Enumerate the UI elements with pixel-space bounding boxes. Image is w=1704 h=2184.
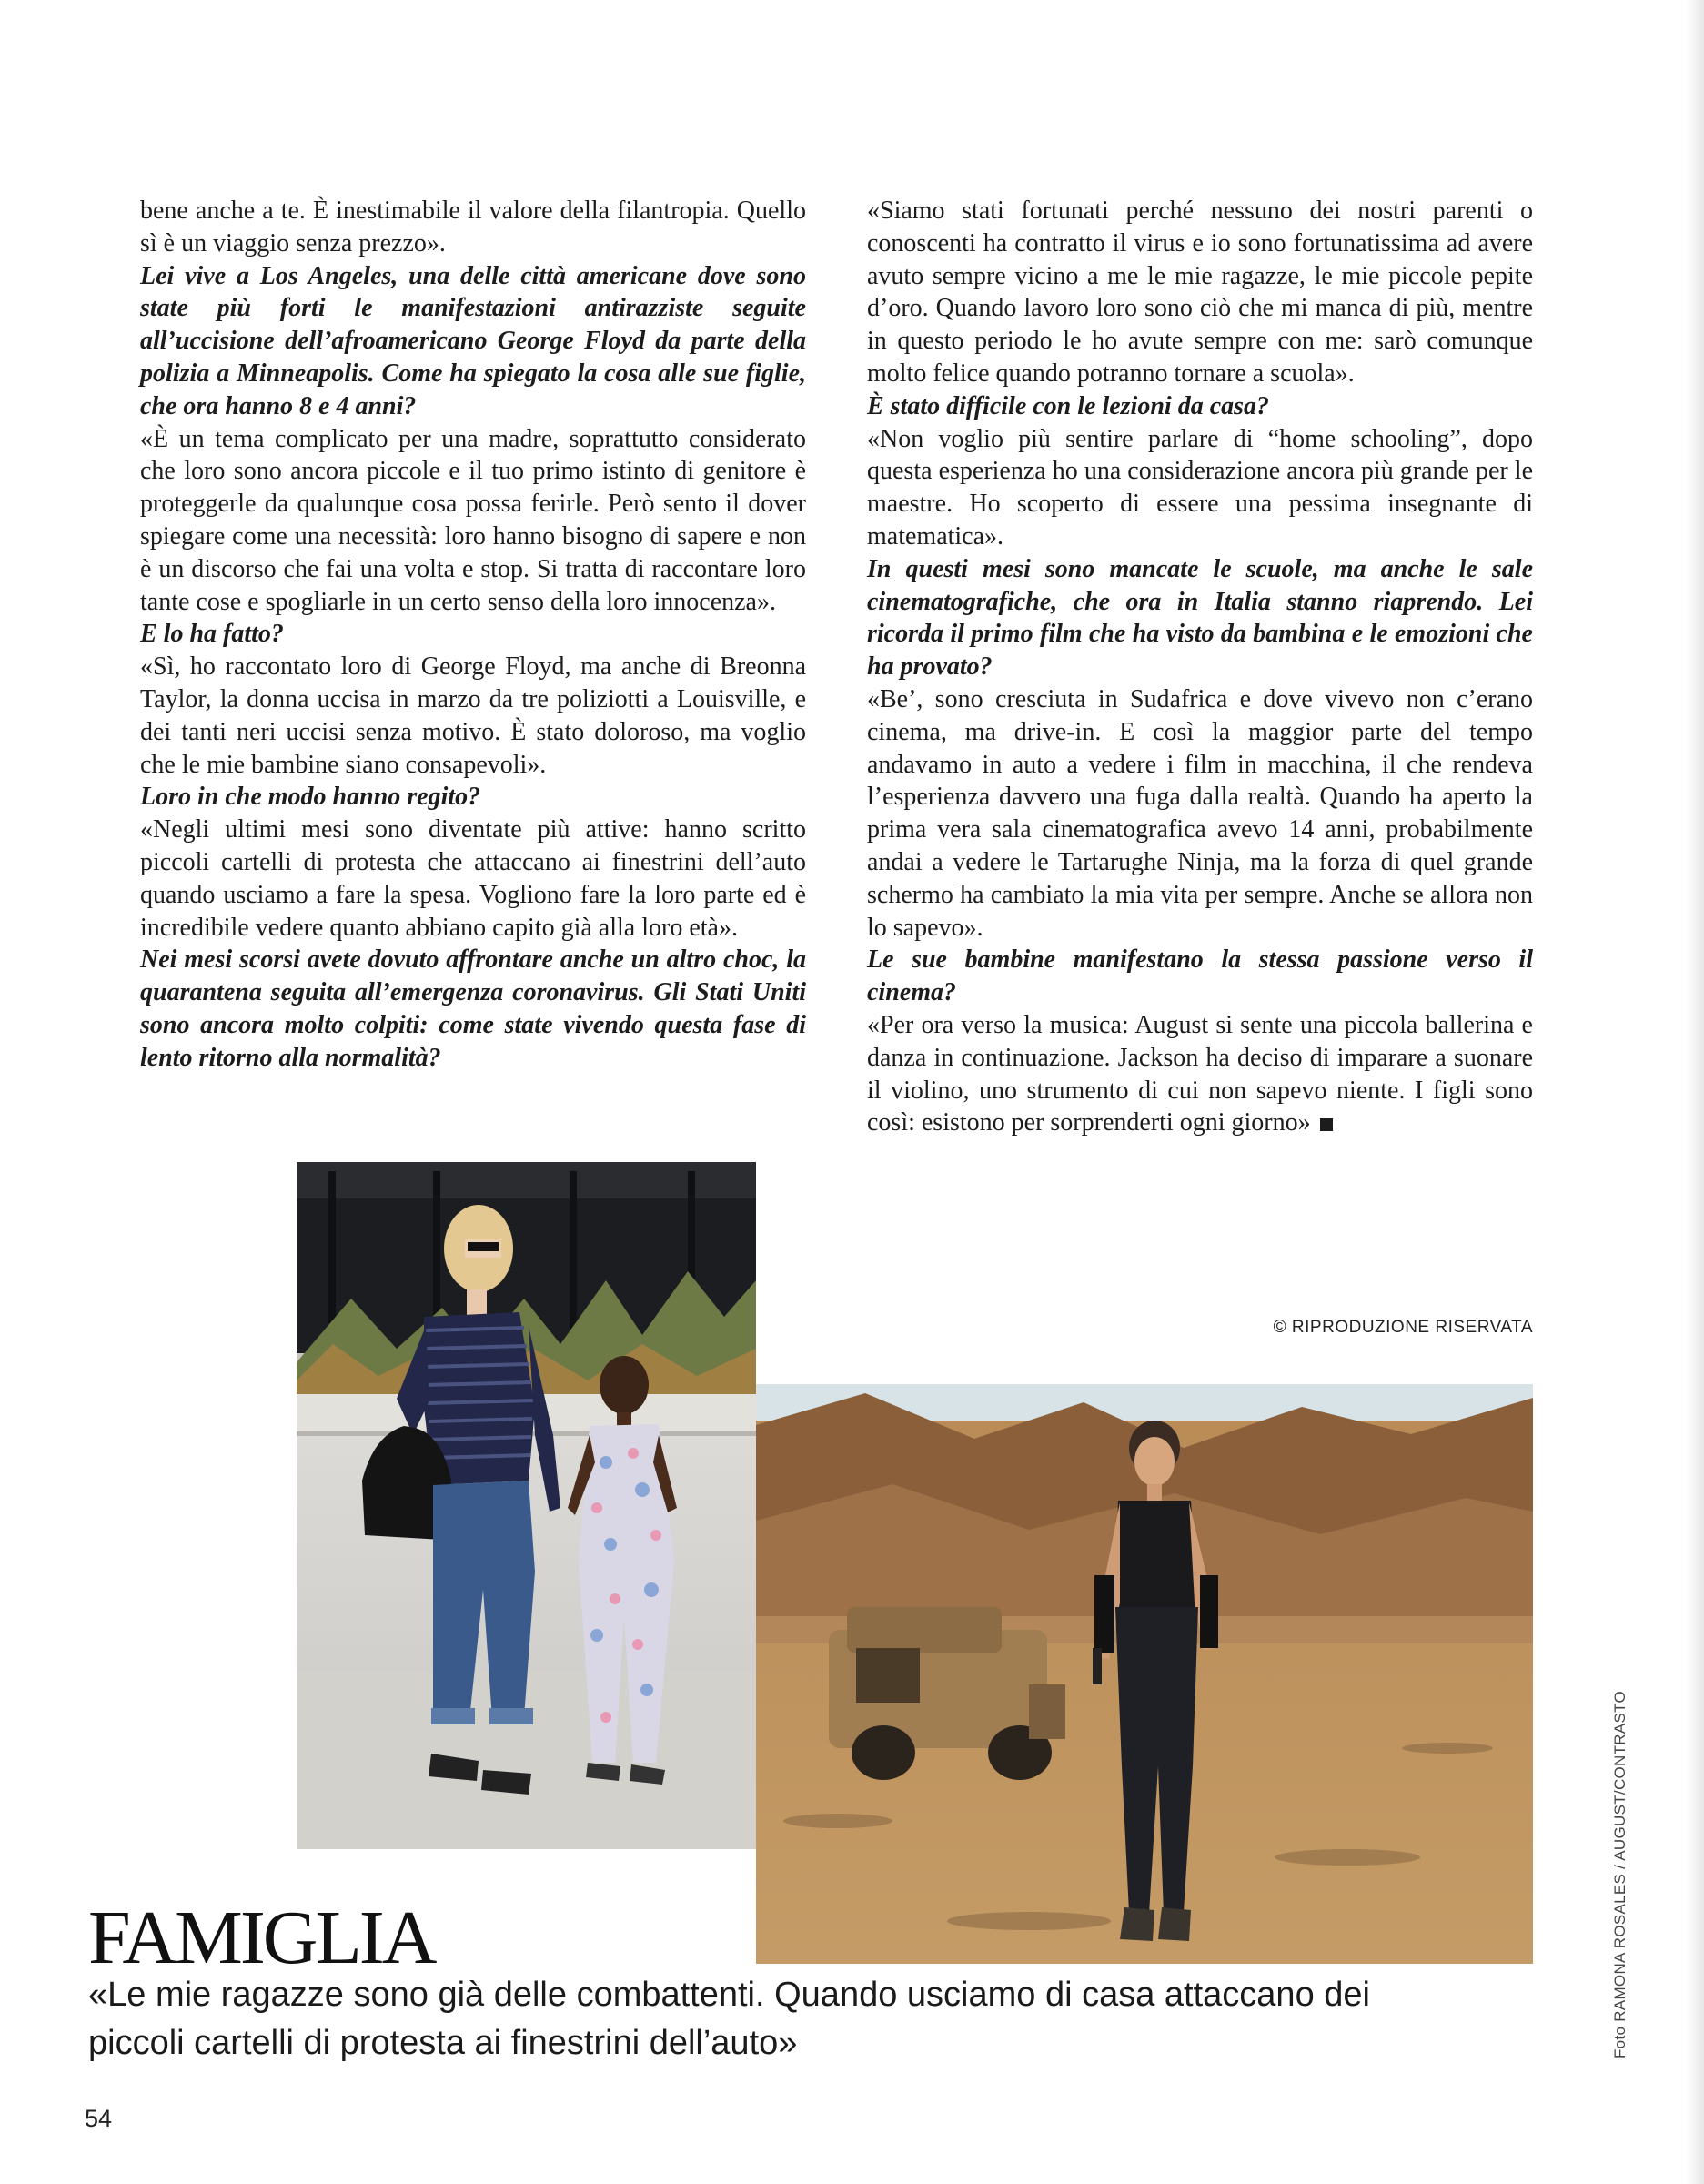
paragraph-text: È stato difficile con le lezioni da casa? — [867, 391, 1270, 420]
interview-question — [140, 944, 806, 1074]
page-edge-shadow — [1686, 0, 1704, 2184]
interview-question — [867, 944, 1533, 1009]
paragraph-text: Lei vive a Los Angeles, una delle città americane dove sono state più forti le manifestazioni antirazziste seguite all’uccisione dell’afroamericano George Floyd da parte della polizia a Minneapolis. Come ha spiegato la cosa alle sue figlie, che ora hanno 8 e 4 anni? — [140, 261, 806, 420]
interview-answer — [867, 1009, 1533, 1139]
paragraph-text: Loro in che modo hanno regito? — [140, 783, 481, 812]
interview-answer — [140, 651, 806, 781]
interview-answer — [140, 814, 806, 944]
paragraph-text: «Negli ultimi mesi sono diventate più attive: hanno scritto piccoli cartelli di protesta che attaccano ai finestrini dell’auto quando usciamo a fare la spesa. Vogliono fare la loro parte ed è incredibile vedere quanto abbiano capito già alla loro età». — [140, 815, 806, 942]
interview-answer — [867, 195, 1533, 390]
paragraph-text: «Siamo stati fortunati perché nessuno dei nostri parenti o conoscenti ha contratto il virus e io sono fortunatissima ad avere avuto sempre vicino a me le mie ragazze, le mie piccole pepite d’oro. Quando lavoro loro sono ciò che mi manca di più, mentre in questo periodo le ho avute sempre con me: sarò comunque molto felice quando potranno tornare a scuola». — [867, 197, 1533, 388]
paragraph-text: Nei mesi scorsi avete dovuto affrontare anche un altro choc, la quarantena seguita all’emergenza coronavirus. Gli Stati Uniti sono ancora molto colpiti: come state vivendo questa fase di lento ritorno alla normalità? — [140, 945, 806, 1072]
paragraph-text: «Be’, sono cresciuta in Sudafrica e dove vivevo non c’erano cinema, ma drive-in. E così la maggior parte del tempo andavamo in auto a vedere i film in macchina, il che rendeva l’esperienza davvero una fuga dalla realtà. Quando ha aperto la prima vera sala cinematografica avevo 14 anni, probabilmente andai a vedere le Tartarughe Ninja, ma la forza di quel grande schermo ha cambiato la mia vita per sempre. Anche se allora non lo sapevo». — [867, 684, 1533, 942]
paragraph-text: «Per ora verso la musica: August si sente una piccola ballerina e danza in continuazione. Jackson ha deciso di imparare a suonare il violino, uno strumento di cui non sapevo niente. I figli sono così: esistono per sorprenderti ogni giorno» — [867, 1010, 1533, 1138]
interview-answer — [140, 423, 806, 619]
photo-mother-daughter-walking — [297, 1162, 756, 1849]
interview-question — [867, 553, 1533, 683]
interview-question — [140, 260, 806, 423]
interview-answer — [140, 195, 806, 260]
paragraph-text: «È un tema complicato per una madre, soprattutto considerato che loro sono ancora piccole e il tuo primo istinto di genitore è proteggerle da qualunque cosa possa ferirle. Però sento il dover spiegare come una necessità: loro hanno bisogno di sapere e non è un discorso che fai una volta e stop. Si tratta di raccontare loro tante cose e spogliarle in un certo senso della loro innocenza». — [140, 424, 806, 616]
photo-mother-daughter-illustration — [297, 1162, 756, 1849]
copyright-notice: © RIPRODUZIONE RISERVATA — [1273, 1318, 1533, 1337]
interview-question — [140, 618, 806, 651]
interview-question — [140, 781, 806, 814]
end-of-article-square-icon — [1320, 1118, 1333, 1131]
paragraph-text: In questi mesi sono mancate le scuole, ma anche le sale cinematografiche, che ora in Italia stanno riaprendo. Lei ricorda il primo film che ha visto da bambina e le emozioni che ha provato? — [867, 554, 1533, 682]
paragraph-text: «Sì, ho raccontato loro di George Floyd, ma anche di Breonna Taylor, la donna uccisa in marzo da tre poliziotti a Louisville, e dei tanti neri uccisi senza motivo. È stato doloroso, ma voglio che le mie bambine siano consapevoli». — [140, 652, 806, 779]
paragraph-text: Le sue bambine manifestano la stessa passione verso il cinema? — [867, 945, 1533, 1007]
paragraph-text: bene anche a te. È inestimabile il valore della filantropia. Quello sì è un viaggio senza prezzo». — [140, 197, 806, 258]
paragraph-text: «Non voglio più sentire parlare di “home schooling”, dopo questa esperienza ho una considerazione ancora più grande per le maestre. Ho scoperto di essere una pessima insegnante di matematica». — [867, 424, 1533, 551]
photo-credit: Foto RAMONA ROSALES / AUGUST/CONTRASTO — [1611, 1690, 1628, 2058]
photo-film-still-illustration — [756, 1384, 1533, 1964]
page-number: 54 — [85, 2105, 113, 2132]
article-column-right — [867, 195, 1533, 1139]
article-column-left — [140, 195, 806, 1075]
interview-answer — [867, 423, 1533, 553]
pull-quote: «Le mie ragazze sono già delle combattenti. Quando usciamo di casa attaccano dei piccoli cartelli di protesta ai finestrini dell’auto» — [88, 1976, 1370, 2062]
interview-question — [867, 390, 1533, 423]
interview-answer — [867, 683, 1533, 944]
photo-film-still-desert — [756, 1384, 1533, 1964]
section-title: FAMIGLIA — [88, 1896, 435, 1980]
paragraph-text: E lo ha fatto? — [140, 620, 284, 649]
